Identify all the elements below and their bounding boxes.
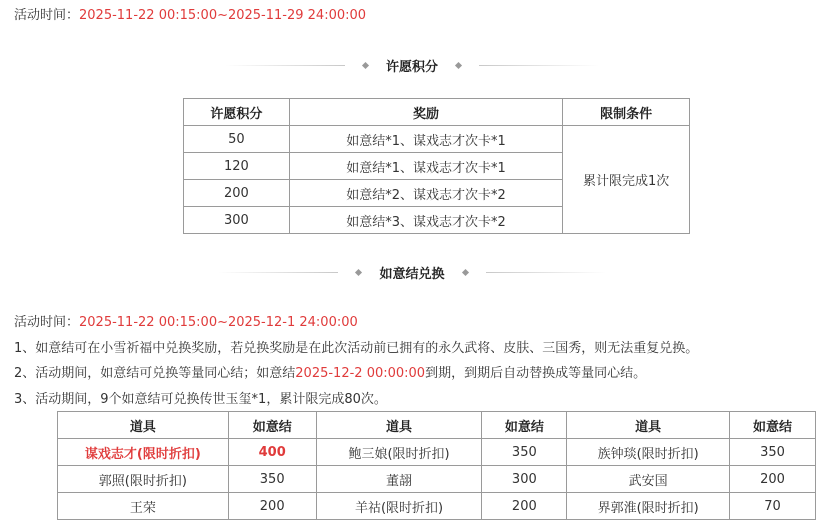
reward-cell: 如意结*2、谋戏志才次卡*2 — [289, 180, 562, 207]
activity-time-value: 2025-11-22 00:15:00~2025-11-29 24:00:00 — [79, 8, 367, 23]
cost-cell: 350 — [228, 466, 316, 493]
reward-cell: 如意结*1、谋戏志才次卡*1 — [289, 126, 562, 153]
exchange-section-header — [0, 262, 824, 282]
divider-right — [479, 65, 599, 66]
column-header: 如意结 — [730, 412, 816, 439]
table-header-row — [58, 412, 816, 439]
column-header: 奖励 — [289, 99, 562, 126]
table-header-row — [184, 99, 690, 126]
item-cell: 王荣 — [58, 493, 229, 520]
rule-2 — [14, 362, 646, 381]
cost-cell: 200 — [482, 493, 567, 520]
divider-left — [218, 272, 338, 273]
points-cell: 300 — [184, 207, 290, 234]
divider-left — [225, 65, 345, 66]
wish-points-table — [183, 98, 690, 234]
cost-cell: 350 — [482, 439, 567, 466]
exchange-section-title: 如意结兑换 — [379, 266, 445, 282]
reward-cell: 如意结*3、谋戏志才次卡*2 — [289, 207, 562, 234]
divider-right — [486, 272, 606, 273]
limit-cell: 累计限完成1次 — [563, 126, 690, 234]
points-cell: 200 — [184, 180, 290, 207]
cost-cell: 200 — [228, 493, 316, 520]
column-header: 道具 — [58, 412, 229, 439]
activity-time-line — [14, 4, 366, 23]
diamond-icon — [461, 268, 468, 275]
cost-cell: 300 — [482, 466, 567, 493]
table-row — [184, 126, 690, 153]
rule-3: 3、活动期间，9个如意结可兑换传世玉玺*1，累计限完成80次。 — [14, 392, 387, 407]
column-header: 如意结 — [482, 412, 567, 439]
cost-cell: 350 — [730, 439, 816, 466]
diamond-icon — [362, 61, 369, 68]
column-header: 许愿积分 — [184, 99, 290, 126]
exchange-table — [57, 411, 816, 520]
exchange-time-value: 2025-11-22 00:15:00~2025-12-1 24:00:00 — [79, 315, 358, 330]
table-row — [58, 439, 816, 466]
cost-cell: 200 — [730, 466, 816, 493]
cost-cell: 70 — [730, 493, 816, 520]
exchange-time-line — [14, 311, 358, 330]
item-cell: 董翓 — [316, 466, 482, 493]
item-cell: 郭照(限时折扣) — [58, 466, 229, 493]
points-cell: 50 — [184, 126, 290, 153]
item-cell: 鲍三娘(限时折扣) — [316, 439, 482, 466]
rule-2-text: 2、活动期间，如意结可兑换等量同心结；如意结 — [14, 366, 296, 381]
rule-2-text-end: 到期，到期后自动替换成等量同心结。 — [425, 366, 647, 381]
table-row — [58, 493, 816, 520]
cost-cell: 400 — [228, 439, 316, 466]
column-header: 道具 — [567, 412, 730, 439]
points-cell: 120 — [184, 153, 290, 180]
rule-1: 1、如意结可在小雪祈福中兑换奖励，若兑换奖励是在此次活动前已拥有的永久武将、皮肤、三国秀，则无法重复兑换。 — [14, 341, 699, 356]
activity-time-label: 活动时间： — [14, 8, 80, 23]
column-header: 道具 — [316, 412, 482, 439]
diamond-icon — [355, 268, 362, 275]
exchange-time-label: 活动时间： — [14, 315, 80, 330]
wish-section-header — [0, 55, 824, 75]
item-cell: 界郭淮(限时折扣) — [567, 493, 730, 520]
column-header: 限制条件 — [563, 99, 690, 126]
diamond-icon — [455, 61, 462, 68]
item-cell: 武安国 — [567, 466, 730, 493]
reward-cell: 如意结*1、谋戏志才次卡*1 — [289, 153, 562, 180]
item-cell: 族钟琰(限时折扣) — [567, 439, 730, 466]
column-header: 如意结 — [228, 412, 316, 439]
rule-2-date: 2025-12-2 00:00:00 — [295, 366, 426, 381]
wish-section-title: 许愿积分 — [385, 59, 438, 75]
item-cell: 羊祜(限时折扣) — [316, 493, 482, 520]
item-cell: 谋戏志才(限时折扣) — [58, 439, 229, 466]
table-row — [58, 466, 816, 493]
